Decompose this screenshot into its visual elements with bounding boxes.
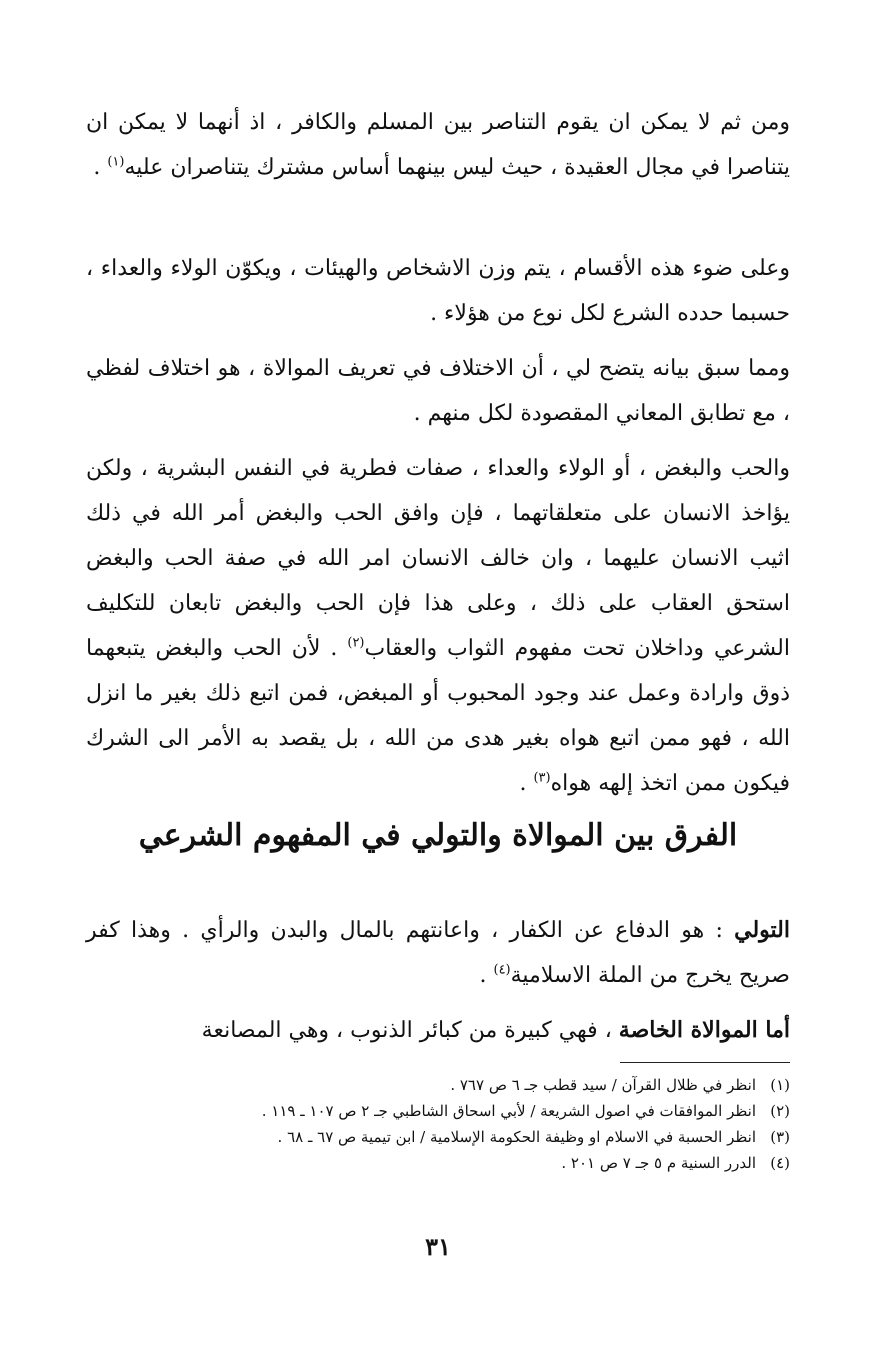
footnote-ref-4: (٤): [493, 962, 511, 978]
footnote-text: انظر الموافقات في اصول الشريعة / لأبي اسحاق الشاطبي جـ ٢ ص ١٠٧ ـ ١١٩ .: [261, 1102, 756, 1120]
paragraph-4: [86, 446, 790, 806]
footnote-number: (٤): [770, 1154, 790, 1172]
paragraph-end: .: [93, 155, 108, 180]
defined-term: أما الموالاة الخاصة: [618, 1017, 790, 1043]
page-number: ٣١: [425, 1232, 451, 1261]
paragraph-2: [86, 246, 790, 336]
footnote-number: (١): [770, 1076, 790, 1094]
footnote-ref-2: (٢): [347, 635, 365, 651]
footnote-text: انظر في ظلال القرآن / سيد قطب جـ ٦ ص ٧٦٧ .: [450, 1076, 756, 1094]
paragraph-5: [86, 908, 790, 998]
section-heading: الفرق بين الموالاة والتولي في المفهوم الشرعي: [138, 818, 738, 853]
paragraph-text: ومن ثم لا يمكن ان يقوم التناصر بين المسلم والكافر ، اذ أنهما لا يمكن ان يتناصرا في مجال العقيدة ، حيث ليس بينهما أساس مشترك يتناصران عليه: [86, 110, 790, 180]
footnote-item: [86, 1150, 790, 1176]
paragraph-text: وعلى ضوء هذه الأقسام ، يتم وزن الاشخاص والهيئات ، ويكوّن الولاء والعداء ، حسبما حدده الشرع لكل نوع من هؤلاء .: [86, 256, 790, 326]
footnote-ref-1: (١): [107, 154, 125, 170]
footnote-item: [86, 1098, 790, 1124]
footnote-text: انظر الحسبة في الاسلام او وظيفة الحكومة الإسلامية / ابن تيمية ص ٦٧ ـ ٦٨ .: [277, 1128, 756, 1146]
footnote-item: [86, 1124, 790, 1150]
paragraph-text: ومما سبق بيانه يتضح لي ، أن الاختلاف في تعريف الموالاة ، هو اختلاف لفظي ، مع تطابق المعاني المقصودة لكل منهم .: [86, 356, 790, 426]
paragraph-text-continued: . لأن الحب والبغض يتبعهما ذوق وارادة وعمل عند وجود المحبوب أو المبغض، فمن اتبع ذلك بغير ما انزل الله ، فهو ممن اتبع هواه بغير هدى من الله ، بل يقصد به الأمر الى الشرك فيكون ممن اتخذ إلهه هواه: [86, 636, 790, 796]
footnotes-list: [86, 1072, 790, 1176]
footnote-ref-3: (٣): [533, 770, 551, 786]
paragraph-1: [86, 100, 790, 190]
footnote-number: (٣): [770, 1128, 790, 1146]
paragraph-end: .: [479, 963, 494, 988]
defined-term: التولي: [734, 917, 790, 943]
footnote-divider: [620, 1062, 790, 1063]
paragraph-text: ، فهي كبيرة من كبائر الذنوب ، وهي المصانعة: [201, 1018, 619, 1043]
paragraph-text: : هو الدفاع عن الكفار ، واعانتهم بالمال والبدن والرأي . وهذا كفر صريح يخرج من الملة الاسلامية: [86, 918, 790, 988]
paragraph-end: .: [519, 771, 534, 796]
paragraph-3: [86, 346, 790, 436]
paragraph-6: [86, 1008, 790, 1053]
footnote-item: [86, 1072, 790, 1098]
paragraph-text: والحب والبغض ، أو الولاء والعداء ، صفات فطرية في النفس البشرية ، ولكن يؤاخذ الانسان على متعلقاتهما ، فإن وافق الحب والبغض أمر الله في ذلك اثيب الانسان عليهما ، وان خالف الانسان امر الله في صفة الحب والبغض استحق العقاب على ذلك ، وعلى هذا فإن الحب والبغض تابعان للتكليف الشرعي وداخلان تحت مفهوم الثواب والعقاب: [86, 456, 790, 661]
footnote-text: الدرر السنية م ٥ جـ ٧ ص ٢٠١ .: [561, 1154, 756, 1172]
footnote-number: (٢): [770, 1102, 790, 1120]
